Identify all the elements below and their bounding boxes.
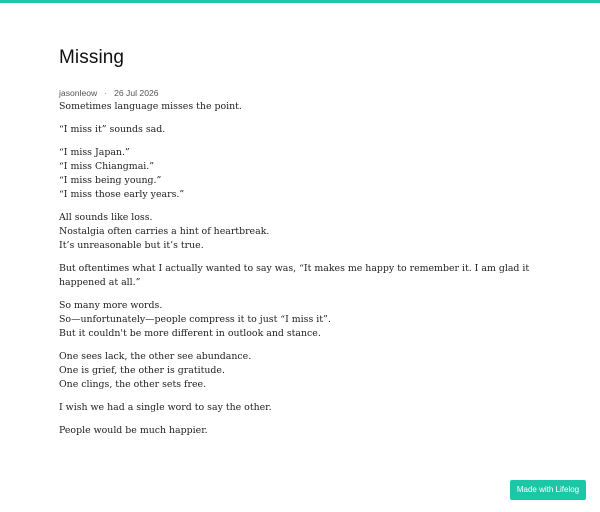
post-author[interactable]: jasonleow (59, 88, 98, 98)
post-date: 26 Jul 2026 (114, 88, 159, 98)
paragraph-line: But oftentimes what I actually wanted to say was, “It makes me happy to remember it. I am glad it happened at all.” (59, 263, 530, 288)
post-meta (59, 87, 559, 99)
post-paragraph (59, 401, 559, 415)
paragraph-line: All sounds like loss. (59, 212, 153, 223)
paragraph-line: People would be much happier. (59, 425, 208, 436)
post-paragraph (59, 350, 559, 392)
paragraph-line: “I miss Japan.” (59, 147, 130, 158)
paragraph-line: “I miss being young.” (59, 175, 162, 186)
paragraph-line: One sees lack, the other see abundance. (59, 351, 252, 362)
post-paragraph (59, 123, 559, 137)
paragraph-line: It’s unreasonable but it’s true. (59, 240, 204, 251)
paragraph-line: I wish we had a single word to say the other. (59, 402, 272, 413)
meta-separator: · (104, 88, 108, 98)
post-body (59, 100, 559, 438)
paragraph-line: One is grief, the other is gratitude. (59, 365, 225, 376)
post-title: Missing (59, 47, 125, 68)
post-paragraph (59, 299, 559, 341)
made-with-lifelog-button[interactable]: Made with Lifelog (510, 480, 586, 500)
paragraph-line: So many more words. (59, 300, 163, 311)
paragraph-line: “I miss those early years.” (59, 189, 185, 200)
paragraph-line: “I miss it” sounds sad. (59, 124, 166, 135)
paragraph-line: But it couldn't be more different in outlook and stance. (59, 328, 321, 339)
post-article (59, 46, 559, 447)
top-accent-bar (0, 0, 600, 3)
post-paragraph (59, 424, 559, 438)
paragraph-line: Nostalgia often carries a hint of heartbreak. (59, 226, 270, 237)
paragraph-line: So—unfortunately—people compress it to just “I miss it”. (59, 314, 331, 325)
paragraph-line: “I miss Chiangmai.” (59, 161, 155, 172)
post-paragraph (59, 211, 559, 253)
post-paragraph (59, 146, 559, 202)
post-paragraph (59, 262, 559, 290)
paragraph-line: Sometimes language misses the point. (59, 101, 242, 112)
paragraph-line: One clings, the other sets free. (59, 379, 207, 390)
post-paragraph (59, 100, 559, 114)
